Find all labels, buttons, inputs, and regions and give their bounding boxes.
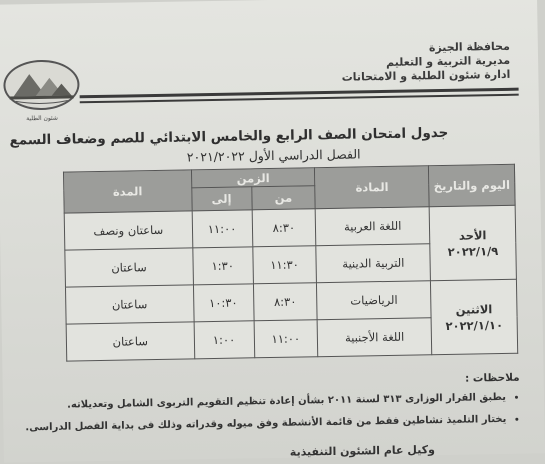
duration-cell: ساعتان ونصف (64, 211, 192, 250)
from-cell: ٨:٣٠ (253, 283, 317, 321)
day-cell (429, 205, 516, 280)
duration-cell: ساعتان (65, 248, 193, 287)
from-cell: ٨:٣٠ (252, 209, 316, 247)
table-row (64, 205, 516, 250)
document-title: جدول امتحان الصف الرابع والخامس الابتدائي للصم وضعاف السمع (9, 124, 449, 149)
note-item: • يطبق القرار الوزارى ٣١٣ لسنة ٢٠١١ بشأن إعادة تنظيم التقويم التربوى الشامل وتعديلاته. (20, 387, 506, 417)
from-cell: ١١:٠٠ (254, 320, 318, 358)
document-subtitle: الفصل الدراسي الأول ٢٠٢١/٢٠٢٢ (186, 146, 361, 165)
notes-title: ملاحظات : (464, 371, 520, 385)
issuer-header (310, 40, 511, 85)
logo-caption: شئون الطلبة (26, 114, 58, 123)
exam-schedule-table (63, 164, 518, 362)
day-date: ٢٠٢٢/١/٩ (447, 243, 499, 259)
to-cell: ١:٠٠ (194, 321, 255, 359)
table-row (65, 279, 517, 324)
governorate-line: محافظة الجيزة (428, 39, 510, 55)
subject-cell: اللغة العربية (316, 207, 430, 246)
note-item: • يختار التلميذ نشاطين فقط من قائمة الأنشطة وفق ميوله وقدراته وذلك فى بداية الفصل الدراسى. (20, 409, 506, 439)
department-line: ادارة شئون الطلبة و الامتحانات (341, 67, 511, 84)
subject-cell: التربية الدينية (316, 244, 430, 283)
notes-section (20, 372, 521, 440)
col-header-duration: المدة (63, 170, 191, 213)
subject-cell: اللغة الأجنبية (317, 318, 431, 357)
day-name: الأحد (458, 227, 487, 243)
to-cell: ١:٣٠ (192, 247, 253, 285)
col-header-from: من (251, 186, 315, 210)
pyramids-icon (5, 61, 78, 108)
duration-cell: ساعتان (66, 322, 194, 361)
notes-list (20, 387, 521, 440)
col-header-day: اليوم والتاريخ (429, 164, 516, 206)
subject-cell: الرياضيات (317, 281, 431, 320)
department-logo (3, 59, 80, 123)
day-name: الاثنين (455, 301, 493, 317)
signature-title: وكيل عام الشئون التنفيذية (289, 443, 435, 459)
day-date: ٢٠٢٢/١/١٠ (445, 317, 504, 333)
duration-cell: ساعتان (65, 285, 193, 324)
from-cell: ١١:٣٠ (252, 246, 316, 284)
col-header-time: الزمن (191, 168, 315, 188)
to-cell: ١١:٠٠ (192, 210, 253, 248)
col-header-to: إلى (191, 187, 251, 211)
day-cell (431, 279, 518, 354)
directorate-line: مديرية التربية و التعليم (385, 53, 511, 69)
to-cell: ١٠:٣٠ (193, 284, 254, 322)
col-header-subject: المادة (315, 166, 429, 209)
